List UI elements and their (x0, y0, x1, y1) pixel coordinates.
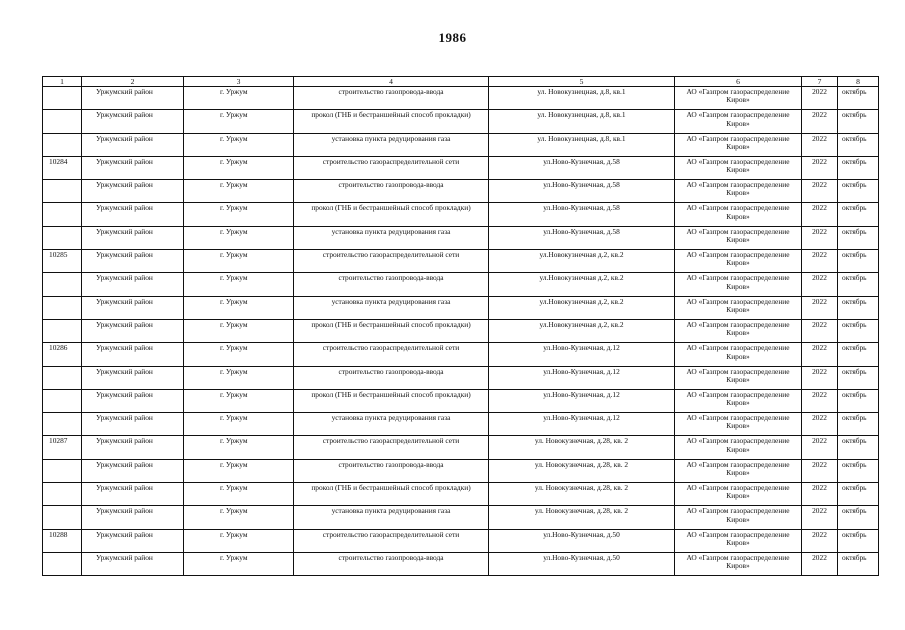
month-cell: октябрь (838, 156, 879, 179)
work-type-cell: строительство газопровода-ввода (294, 273, 489, 296)
district-cell: Уржумский район (82, 529, 184, 552)
locality-cell: г. Уржум (184, 413, 294, 436)
table-row (43, 319, 879, 342)
table-row (43, 156, 879, 179)
district-cell: Уржумский район (82, 296, 184, 319)
month-cell: октябрь (838, 180, 879, 203)
record-number-cell (43, 87, 82, 110)
work-type-cell: строительство газопровода-ввода (294, 366, 489, 389)
year-cell: 2022 (802, 436, 838, 459)
work-type-cell: строительство газораспределительной сети (294, 529, 489, 552)
year-cell: 2022 (802, 552, 838, 575)
year-cell: 2022 (802, 180, 838, 203)
record-number-cell (43, 413, 82, 436)
table-row (43, 413, 879, 436)
address-cell: ул.Новокузнечная д.2, кв.2 (489, 250, 675, 273)
table-row (43, 226, 879, 249)
locality-cell: г. Уржум (184, 226, 294, 249)
district-cell: Уржумский район (82, 389, 184, 412)
month-cell: октябрь (838, 436, 879, 459)
work-type-cell: прокол (ГНБ и бестраншейный способ прокладки) (294, 389, 489, 412)
month-cell: октябрь (838, 413, 879, 436)
table-row (43, 436, 879, 459)
column-header-6: 6 (675, 77, 802, 87)
locality-cell: г. Уржум (184, 180, 294, 203)
locality-cell: г. Уржум (184, 343, 294, 366)
month-cell: октябрь (838, 110, 879, 133)
organization-cell: АО «Газпром газораспределение Киров» (675, 226, 802, 249)
month-cell: октябрь (838, 343, 879, 366)
locality-cell: г. Уржум (184, 459, 294, 482)
record-number-cell (43, 180, 82, 203)
registry-table (42, 76, 879, 576)
month-cell: октябрь (838, 250, 879, 273)
table-row (43, 133, 879, 156)
district-cell: Уржумский район (82, 226, 184, 249)
organization-cell: АО «Газпром газораспределение Киров» (675, 366, 802, 389)
table-header (43, 77, 879, 87)
record-number-cell (43, 273, 82, 296)
organization-cell: АО «Газпром газораспределение Киров» (675, 506, 802, 529)
locality-cell: г. Уржум (184, 529, 294, 552)
address-cell: ул.Новокузнечная д.2, кв.2 (489, 296, 675, 319)
year-cell: 2022 (802, 156, 838, 179)
district-cell: Уржумский район (82, 483, 184, 506)
district-cell: Уржумский район (82, 436, 184, 459)
work-type-cell: установка пункта редуцирования газа (294, 413, 489, 436)
year-cell: 2022 (802, 506, 838, 529)
work-type-cell: прокол (ГНБ и бестраншейный способ прокладки) (294, 319, 489, 342)
organization-cell: АО «Газпром газораспределение Киров» (675, 413, 802, 436)
address-cell: ул. Новокузнечная, д.28, кв. 2 (489, 483, 675, 506)
work-type-cell: строительство газопровода-ввода (294, 180, 489, 203)
record-number-cell (43, 203, 82, 226)
locality-cell: г. Уржум (184, 110, 294, 133)
table-row (43, 87, 879, 110)
month-cell: октябрь (838, 273, 879, 296)
work-type-cell: прокол (ГНБ и бестраншейный способ прокладки) (294, 483, 489, 506)
record-number-cell: 10285 (43, 250, 82, 273)
organization-cell: АО «Газпром газораспределение Киров» (675, 87, 802, 110)
address-cell: ул.Ново-Кузнечная, д.50 (489, 529, 675, 552)
column-header-3: 3 (184, 77, 294, 87)
work-type-cell: строительство газопровода-ввода (294, 87, 489, 110)
address-cell: ул. Новокузнецная, д.8, кв.1 (489, 87, 675, 110)
organization-cell: АО «Газпром газораспределение Киров» (675, 110, 802, 133)
organization-cell: АО «Газпром газораспределение Киров» (675, 343, 802, 366)
table-row (43, 273, 879, 296)
year-cell: 2022 (802, 413, 838, 436)
work-type-cell: установка пункта редуцирования газа (294, 226, 489, 249)
organization-cell: АО «Газпром газораспределение Киров» (675, 180, 802, 203)
table-row (43, 250, 879, 273)
organization-cell: АО «Газпром газораспределение Киров» (675, 203, 802, 226)
address-cell: ул.Ново-Кузнечная, д.12 (489, 343, 675, 366)
district-cell: Уржумский район (82, 319, 184, 342)
record-number-cell (43, 226, 82, 249)
locality-cell: г. Уржум (184, 133, 294, 156)
column-header-4: 4 (294, 77, 489, 87)
work-type-cell: строительство газопровода-ввода (294, 459, 489, 482)
district-cell: Уржумский район (82, 413, 184, 436)
work-type-cell: установка пункта редуцирования газа (294, 296, 489, 319)
locality-cell: г. Уржум (184, 506, 294, 529)
record-number-cell (43, 459, 82, 482)
work-type-cell: строительство газораспределительной сети (294, 343, 489, 366)
record-number-cell (43, 133, 82, 156)
month-cell: октябрь (838, 459, 879, 482)
table-row (43, 180, 879, 203)
table-row (43, 506, 879, 529)
column-header-8: 8 (838, 77, 879, 87)
table-row (43, 366, 879, 389)
month-cell: октябрь (838, 226, 879, 249)
district-cell: Уржумский район (82, 459, 184, 482)
address-cell: ул. Новокузнечная, д.28, кв. 2 (489, 459, 675, 482)
record-number-cell (43, 389, 82, 412)
record-number-cell (43, 552, 82, 575)
organization-cell: АО «Газпром газораспределение Киров» (675, 389, 802, 412)
district-cell: Уржумский район (82, 366, 184, 389)
locality-cell: г. Уржум (184, 483, 294, 506)
work-type-cell: установка пункта редуцирования газа (294, 133, 489, 156)
year-cell: 2022 (802, 226, 838, 249)
organization-cell: АО «Газпром газораспределение Киров» (675, 250, 802, 273)
district-cell: Уржумский район (82, 273, 184, 296)
work-type-cell: установка пункта редуцирования газа (294, 506, 489, 529)
month-cell: октябрь (838, 506, 879, 529)
address-cell: ул.Ново-Кузнечная, д.58 (489, 180, 675, 203)
address-cell: ул. Новокузнецная, д.8, кв.1 (489, 110, 675, 133)
year-cell: 2022 (802, 389, 838, 412)
month-cell: октябрь (838, 389, 879, 412)
table-body (43, 87, 879, 576)
year-cell: 2022 (802, 87, 838, 110)
locality-cell: г. Уржум (184, 87, 294, 110)
locality-cell: г. Уржум (184, 250, 294, 273)
month-cell: октябрь (838, 552, 879, 575)
organization-cell: АО «Газпром газораспределение Киров» (675, 436, 802, 459)
table-row (43, 459, 879, 482)
month-cell: октябрь (838, 529, 879, 552)
work-type-cell: строительство газораспределительной сети (294, 436, 489, 459)
locality-cell: г. Уржум (184, 296, 294, 319)
month-cell: октябрь (838, 483, 879, 506)
district-cell: Уржумский район (82, 203, 184, 226)
record-number-cell: 10286 (43, 343, 82, 366)
district-cell: Уржумский район (82, 552, 184, 575)
address-cell: ул.Ново-Кузнечная, д.58 (489, 156, 675, 179)
record-number-cell: 10288 (43, 529, 82, 552)
record-number-cell (43, 319, 82, 342)
district-cell: Уржумский район (82, 343, 184, 366)
locality-cell: г. Уржум (184, 436, 294, 459)
district-cell: Уржумский район (82, 133, 184, 156)
work-type-cell: прокол (ГНБ и бестраншейный способ прокладки) (294, 110, 489, 133)
table-row (43, 110, 879, 133)
work-type-cell: строительство газораспределительной сети (294, 156, 489, 179)
record-number-cell (43, 366, 82, 389)
locality-cell: г. Уржум (184, 366, 294, 389)
month-cell: октябрь (838, 87, 879, 110)
locality-cell: г. Уржум (184, 389, 294, 412)
year-cell: 2022 (802, 273, 838, 296)
address-cell: ул. Новокузнечная, д.28, кв. 2 (489, 506, 675, 529)
address-cell: ул.Ново-Кузнечная, д.12 (489, 389, 675, 412)
column-header-7: 7 (802, 77, 838, 87)
year-cell: 2022 (802, 319, 838, 342)
year-cell: 2022 (802, 250, 838, 273)
record-number-cell: 10287 (43, 436, 82, 459)
organization-cell: АО «Газпром газораспределение Киров» (675, 156, 802, 179)
year-cell: 2022 (802, 529, 838, 552)
address-cell: ул. Новокузнечная, д.28, кв. 2 (489, 436, 675, 459)
year-cell: 2022 (802, 366, 838, 389)
column-header-2: 2 (82, 77, 184, 87)
year-cell: 2022 (802, 110, 838, 133)
organization-cell: АО «Газпром газораспределение Киров» (675, 319, 802, 342)
month-cell: октябрь (838, 133, 879, 156)
page-number: 1986 (438, 30, 467, 45)
table-row (43, 529, 879, 552)
address-cell: ул.Ново-Кузнечная, д.12 (489, 366, 675, 389)
address-cell: ул.Новокузнечная д.2, кв.2 (489, 273, 675, 296)
locality-cell: г. Уржум (184, 273, 294, 296)
record-number-cell (43, 296, 82, 319)
year-cell: 2022 (802, 203, 838, 226)
table-row (43, 389, 879, 412)
address-cell: ул.Новокузнечная д.2, кв.2 (489, 319, 675, 342)
year-cell: 2022 (802, 343, 838, 366)
month-cell: октябрь (838, 296, 879, 319)
table-row (43, 483, 879, 506)
month-cell: октябрь (838, 366, 879, 389)
organization-cell: АО «Газпром газораспределение Киров» (675, 273, 802, 296)
record-number-cell: 10284 (43, 156, 82, 179)
district-cell: Уржумский район (82, 156, 184, 179)
table-row (43, 552, 879, 575)
record-number-cell (43, 483, 82, 506)
district-cell: Уржумский район (82, 250, 184, 273)
header-row (43, 77, 879, 87)
column-header-1: 1 (43, 77, 82, 87)
column-header-5: 5 (489, 77, 675, 87)
district-cell: Уржумский район (82, 110, 184, 133)
table-row (43, 296, 879, 319)
table-row (43, 343, 879, 366)
organization-cell: АО «Газпром газораспределение Киров» (675, 459, 802, 482)
address-cell: ул. Новокузнецная, д.8, кв.1 (489, 133, 675, 156)
organization-cell: АО «Газпром газораспределение Киров» (675, 552, 802, 575)
district-cell: Уржумский район (82, 87, 184, 110)
locality-cell: г. Уржум (184, 552, 294, 575)
organization-cell: АО «Газпром газораспределение Киров» (675, 133, 802, 156)
year-cell: 2022 (802, 133, 838, 156)
year-cell: 2022 (802, 296, 838, 319)
work-type-cell: строительство газопровода-ввода (294, 552, 489, 575)
year-cell: 2022 (802, 483, 838, 506)
district-cell: Уржумский район (82, 506, 184, 529)
address-cell: ул.Ново-Кузнечная, д.58 (489, 203, 675, 226)
year-cell: 2022 (802, 459, 838, 482)
organization-cell: АО «Газпром газораспределение Киров» (675, 296, 802, 319)
record-number-cell (43, 110, 82, 133)
locality-cell: г. Уржум (184, 156, 294, 179)
locality-cell: г. Уржум (184, 203, 294, 226)
work-type-cell: строительство газораспределительной сети (294, 250, 489, 273)
record-number-cell (43, 506, 82, 529)
locality-cell: г. Уржум (184, 319, 294, 342)
address-cell: ул.Ново-Кузнечная, д.50 (489, 552, 675, 575)
organization-cell: АО «Газпром газораспределение Киров» (675, 483, 802, 506)
work-type-cell: прокол (ГНБ и бестраншейный способ прокладки) (294, 203, 489, 226)
month-cell: октябрь (838, 203, 879, 226)
district-cell: Уржумский район (82, 180, 184, 203)
address-cell: ул.Ново-Кузнечная, д.58 (489, 226, 675, 249)
address-cell: ул.Ново-Кузнечная, д.12 (489, 413, 675, 436)
table-row (43, 203, 879, 226)
month-cell: октябрь (838, 319, 879, 342)
organization-cell: АО «Газпром газораспределение Киров» (675, 529, 802, 552)
